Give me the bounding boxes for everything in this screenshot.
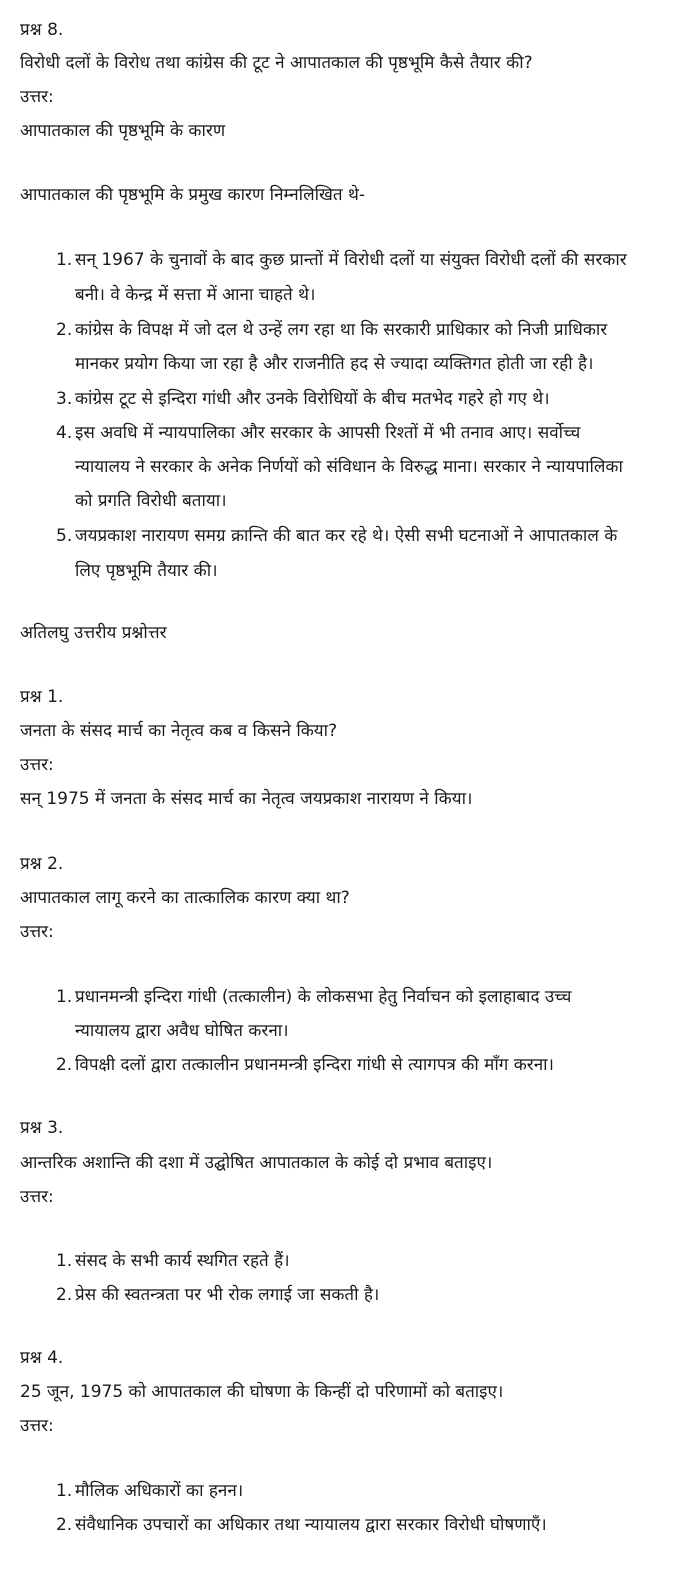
question-1-answer-label: उत्तर:	[20, 755, 54, 775]
list-item-line: को प्रगति विरोधी बताया।	[75, 491, 227, 511]
list-item-line: न्यायालय द्वारा अवैध घोषित करना।	[75, 1021, 289, 1041]
list-item-number: 1.	[56, 987, 73, 1007]
question-4-text: 25 जून, 1975 को आपातकाल की घोषणा के किन्हीं दो परिणामों को बताइए।	[20, 1382, 504, 1402]
list-item-line: संसद के सभी कार्य स्थगित रहते हैं।	[75, 1251, 290, 1271]
list-item-number: 4.	[56, 423, 73, 443]
question-2-label: प्रश्न 2.	[20, 854, 64, 874]
question-3-text: आन्तरिक अशान्ति की दशा में उद्घोषित आपातकाल के कोई दो प्रभाव बताइए।	[20, 1153, 493, 1173]
list-item-line: न्यायालय ने सरकार के अनेक निर्णयों को संविधान के विरुद्ध माना। सरकार ने न्यायपालिका	[75, 457, 623, 477]
question-1-label: प्रश्न 1.	[20, 687, 64, 707]
section-title: अतिलघु उत्तरीय प्रश्नोत्तर	[20, 623, 167, 643]
question-1-answer: सन् 1975 में जनता के संसद मार्च का नेतृत्व जयप्रकाश नारायण ने किया।	[20, 789, 473, 809]
list-item-number: 2.	[56, 1515, 73, 1535]
list-item-line: विपक्षी दलों द्वारा तत्कालीन प्रधानमन्त्री इन्दिरा गांधी से त्यागपत्र की माँग करना।	[75, 1055, 554, 1075]
question-1-text: जनता के संसद मार्च का नेतृत्व कब व किसने किया?	[20, 721, 338, 741]
list-item-number: 2.	[56, 1285, 73, 1305]
list-item-number: 1.	[56, 1251, 73, 1271]
list-item-line: सन् 1967 के चुनावों के बाद कुछ प्रान्तों में विरोधी दलों या संयुक्त विरोधी दलों की सरकार	[75, 250, 627, 270]
question-8-answer-label: उत्तर:	[20, 87, 54, 107]
list-item-number: 2.	[56, 320, 73, 340]
question-3-answer-label: उत्तर:	[20, 1187, 54, 1207]
list-item-number: 3.	[56, 389, 73, 409]
answer-heading: आपातकाल की पृष्ठभूमि के कारण	[20, 121, 226, 141]
list-item-line: कांग्रेस टूट से इन्दिरा गांधी और उनके विरोधियों के बीच मतभेद गहरे हो गए थे।	[75, 389, 550, 409]
list-item-line: प्रेस की स्वतन्त्रता पर भी रोक लगाई जा सकती है।	[75, 1285, 380, 1305]
list-item-line: संवैधानिक उपचारों का अधिकार तथा न्यायालय द्वारा सरकार विरोधी घोषणाएँ।	[75, 1515, 547, 1535]
list-item-line: जयप्रकाश नारायण समग्र क्रान्ति की बात कर रहे थे। ऐसी सभी घटनाओं ने आपातकाल के	[75, 526, 618, 546]
question-8-text: विरोधी दलों के विरोध तथा कांग्रेस की टूट ने आपातकाल की पृष्ठभूमि कैसे तैयार की?	[20, 53, 533, 73]
answer-intro: आपातकाल की पृष्ठभूमि के प्रमुख कारण निम्नलिखित थे-	[20, 185, 366, 205]
list-item-line: कांग्रेस के विपक्ष में जो दल थे उन्हें लग रहा था कि सरकारी प्राधिकार को निजी प्राधिकार	[75, 320, 608, 340]
list-item-line: इस अवधि में न्यायपालिका और सरकार के आपसी रिश्तों में भी तनाव आए। सर्वोच्च	[75, 423, 581, 443]
list-item-number: 5.	[56, 526, 73, 546]
list-item-line: मौलिक अधिकारों का हनन।	[75, 1481, 244, 1501]
question-3-label: प्रश्न 3.	[20, 1118, 64, 1138]
question-8-label: प्रश्न 8.	[20, 20, 64, 40]
list-item-number: 1.	[56, 1481, 73, 1501]
list-item-line: बनी। वे केन्द्र में सत्ता में आना चाहते थे।	[75, 285, 316, 305]
list-item-line: लिए पृष्ठभूमि तैयार की।	[75, 561, 218, 581]
list-item-line: मानकर प्रयोग किया जा रहा है और राजनीति हद से ज्यादा व्यक्तिगत होती जा रही है।	[75, 354, 594, 374]
list-item-line: प्रधानमन्त्री इन्दिरा गांधी (तत्कालीन) के लोकसभा हेतु निर्वाचन को इलाहाबाद उच्च	[75, 987, 572, 1007]
question-4-label: प्रश्न 4.	[20, 1348, 64, 1368]
question-2-text: आपातकाल लागू करने का तात्कालिक कारण क्या था?	[20, 888, 350, 908]
question-2-answer-label: उत्तर:	[20, 922, 54, 942]
list-item-number: 1.	[56, 250, 73, 270]
question-4-answer-label: उत्तर:	[20, 1416, 54, 1436]
list-item-number: 2.	[56, 1055, 73, 1075]
